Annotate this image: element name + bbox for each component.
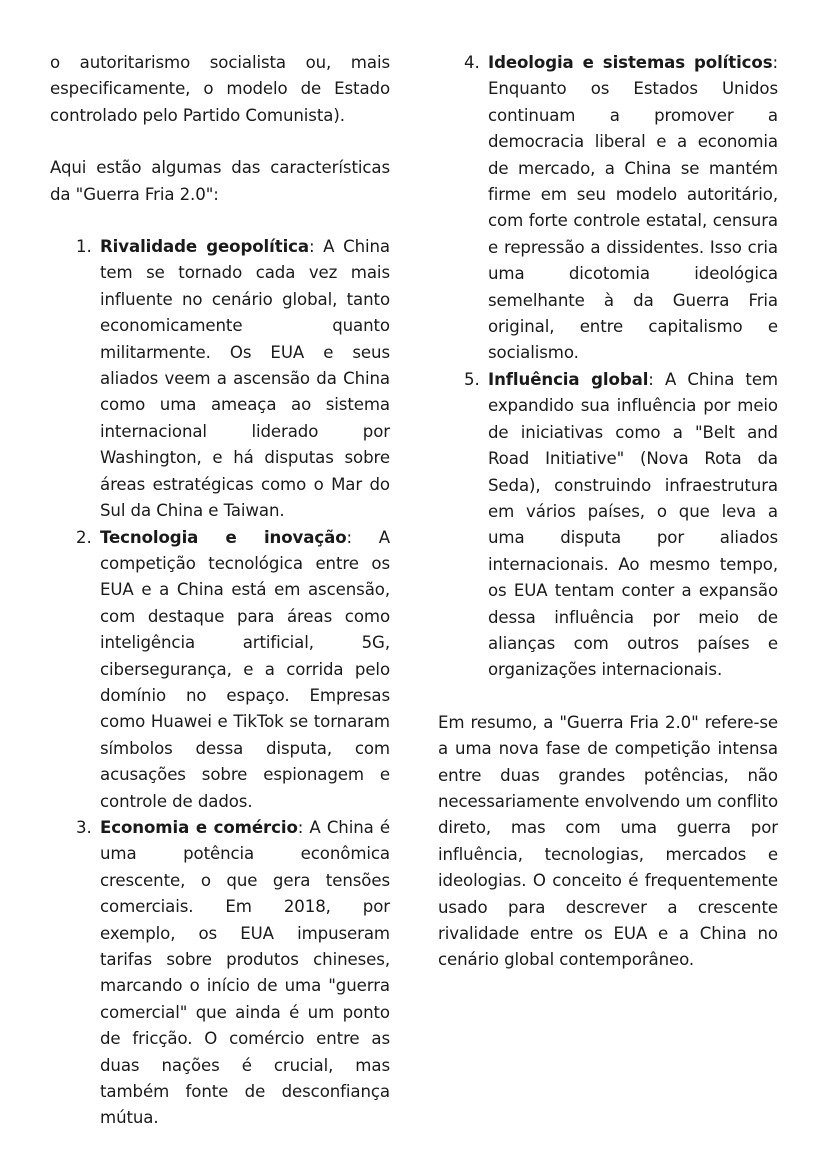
right-column	[438, 50, 778, 974]
list-item-number: 3.	[76, 817, 92, 837]
list-item-number: 2.	[76, 527, 92, 547]
list-item-title: Influência global	[488, 369, 649, 389]
list-item-title: Tecnologia e inovação	[100, 527, 347, 547]
left-column	[50, 50, 390, 1132]
intro-continuation: o autoritarismo socialista ou, mais especificamente, o modelo de Estado controlado pelo Partido Comunista).	[50, 53, 390, 125]
list-item-text: : A China tem se tornado cada vez mais influente no cenário global, tanto economicamente quanto militarmente. Os EUA e seus aliados veem a ascensão da China como uma ameaça ao sistema internacional liderado por Washington, e há disputas sobre áreas estratégicas como o Mar do Sul da China e Taiwan.	[100, 237, 391, 521]
list-item-text: : Enquanto os Estados Unidos continuam a promover a democracia liberal e a economia de mercado, a China se mantém firme em seu modelo autoritário, com forte controle estatal, censura e repressão a dissidentes. Isso cria uma dicotomia ideológica semelhante à da Guerra Fria original, entre capitalismo e socialismo.	[488, 53, 778, 363]
lead-in-paragraph: Aqui estão algumas das características da "Guerra Fria 2.0":	[50, 158, 390, 204]
list-item-title: Ideologia e sistemas políticos	[488, 53, 773, 72]
list-item-title: Economia e comércio	[100, 817, 298, 837]
characteristics-list-left	[76, 234, 390, 1132]
list-item-number: 1.	[76, 237, 92, 257]
list-item-text: : A competição tecnológica entre os EUA e a China está em ascensão, com destaque para áreas como inteligência artificial, 5G, cibersegurança, e a corrida pelo domínio no espaço. Empresas como Huawei e TikTok se tornaram símbolos dessa disputa, com acusações sobre espionagem e controle de dados.	[100, 527, 391, 811]
characteristics-list-right	[464, 50, 778, 684]
list-item-technology-innovation	[76, 525, 390, 815]
list-item-title: Rivalidade geopolítica	[100, 237, 309, 257]
list-item-text: : A China é uma potência econômica crescente, o que gera tensões comerciais. Em 2018, por exemplo, os EUA impuseram tarifas sobre produtos chineses, marcando o início de uma "guerra comercial" que ainda é um ponto de fricção. O comércio entre as duas nações é crucial, mas também fonte de desconfiança mútua.	[100, 817, 390, 1128]
list-item-number: 4.	[464, 53, 480, 72]
list-item-geopolitical-rivalry	[76, 234, 390, 524]
list-item-global-influence	[464, 367, 778, 684]
list-item-ideology-political-systems	[464, 50, 778, 367]
list-item-economy-trade	[76, 815, 390, 1132]
summary-paragraph: Em resumo, a "Guerra Fria 2.0" refere-se a uma nova fase de competição intensa entre duas grandes potências, não necessariamente envolvendo um conflito direto, mas com uma guerra por influência, tecnologias, mercados e ideologias. O conceito é frequentemente usado para descrever a crescente rivalidade entre os EUA e a China no cenário global contemporâneo.	[438, 712, 778, 970]
list-item-number: 5.	[464, 369, 480, 389]
list-item-text: : A China tem expandido sua influência por meio de iniciativas como a "Belt and Road Initiative" (Nova Rota da Seda), construindo infraestrutura em vários países, o que leva a uma disputa por aliados internacionais. Ao mesmo tempo, os EUA tentam conter a expansão dessa influência por meio de alianças com outros países e organizações internacionais.	[488, 369, 778, 680]
